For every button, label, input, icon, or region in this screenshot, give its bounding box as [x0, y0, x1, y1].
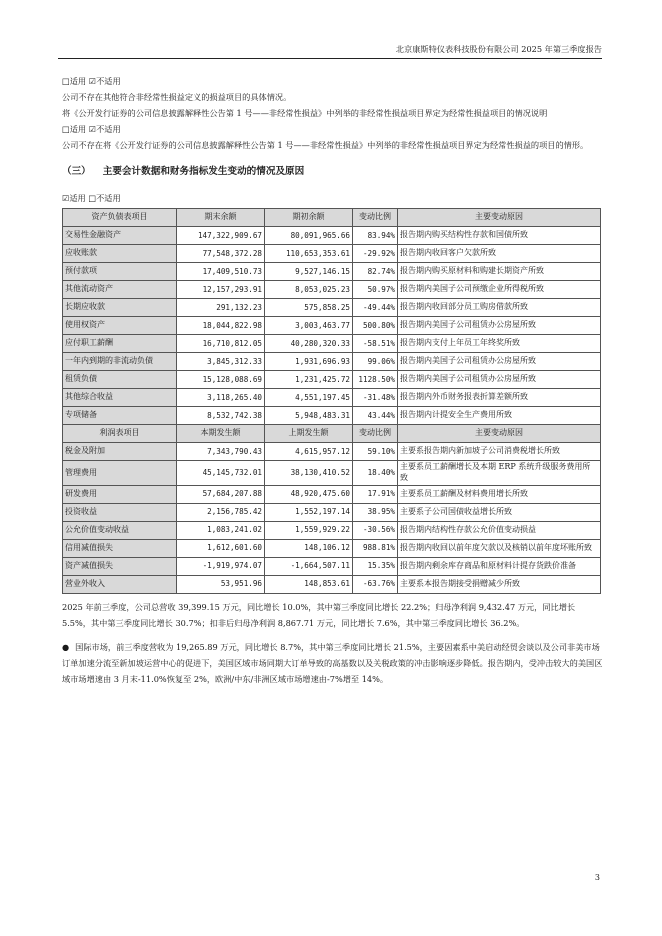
row-item-label: 其他综合收益 — [63, 389, 177, 407]
row-item-label: 投资收益 — [63, 503, 177, 521]
row-item-label: 预付款项 — [63, 263, 177, 281]
row-prior-value: 4,551,197.45 — [265, 389, 353, 407]
row-item-label: 信用减值损失 — [63, 539, 177, 557]
row-change-reason: 主要系员工薪酬增长及本期 ERP 系统升级服务费用所致 — [398, 461, 601, 486]
row-change-reason: 报告期内购买原材料和购建长期资产所致 — [398, 263, 601, 281]
row-current-value: 8,532,742.38 — [177, 407, 265, 425]
column-header: 上期发生额 — [265, 425, 353, 443]
column-header: 变动比例 — [353, 425, 398, 443]
checkbox-applicable: □适用 — [62, 123, 87, 134]
row-prior-value: 8,053,025.23 — [265, 281, 353, 299]
row-current-value: 147,322,909.67 — [177, 227, 265, 245]
document-body — [62, 76, 604, 688]
row-current-value: 291,132.23 — [177, 299, 265, 317]
checkbox-applicable: ☑适用 — [62, 193, 86, 204]
bullet-icon: ● — [62, 641, 70, 652]
paragraph-2: 将《公开发行证券的公司信息披露解释性公告第 1 号——非经常性损益》中列举的非经常性损益项目界定为经常性损益项目的情况说明 — [62, 107, 548, 118]
row-change-reason: 报告期内剩余库存商品和原材料计提存货跌价准备 — [398, 557, 601, 575]
row-item-label: 一年内到期的非流动负债 — [63, 353, 177, 371]
row-current-value: 2,156,785.42 — [177, 503, 265, 521]
applicability-check-3 — [62, 193, 604, 205]
row-current-value: 15,128,088.69 — [177, 371, 265, 389]
row-current-value: 1,083,241.02 — [177, 521, 265, 539]
column-header: 期初余额 — [265, 209, 353, 227]
table-row — [63, 353, 601, 371]
checkbox-applicable: □适用 — [62, 76, 87, 86]
row-prior-value: 1,231,425.72 — [265, 371, 353, 389]
row-change-ratio: 99.06% — [353, 353, 398, 371]
row-change-ratio: 43.44% — [353, 407, 398, 425]
row-prior-value: 1,552,197.14 — [265, 503, 353, 521]
row-change-ratio: 1128.50% — [353, 371, 398, 389]
row-prior-value: 4,615,957.12 — [265, 443, 353, 461]
row-change-reason: 报告期内美国子公司预缴企业所得税所致 — [398, 281, 601, 299]
section-title: 主要会计数据和财务指标发生变动的情况及原因 — [102, 166, 305, 178]
row-change-reason: 报告期内计提安全生产费用所致 — [398, 407, 601, 425]
row-item-label: 税金及附加 — [63, 443, 177, 461]
financial-change-table — [62, 208, 601, 594]
row-current-value: 1,612,601.60 — [177, 539, 265, 557]
table-row — [63, 245, 601, 263]
column-header: 主要变动原因 — [398, 209, 601, 227]
row-prior-value: 148,106.12 — [265, 539, 353, 557]
row-current-value: 17,409,510.73 — [177, 263, 265, 281]
row-current-value: 18,044,822.98 — [177, 317, 265, 335]
checkbox-not-applicable: ☑不适用 — [88, 123, 121, 134]
row-change-ratio: 988.81% — [353, 539, 398, 557]
row-change-reason: 报告期内美国子公司租赁办公房屋所致 — [398, 371, 601, 389]
column-header: 本期发生额 — [177, 425, 265, 443]
row-item-label: 公允价值变动收益 — [63, 521, 177, 539]
row-item-label: 长期应收款 — [63, 299, 177, 317]
row-current-value: 12,157,293.91 — [177, 281, 265, 299]
row-change-reason: 报告期内购买结构性存款和国债所致 — [398, 227, 601, 245]
row-item-label: 租赁负债 — [63, 371, 177, 389]
table-row — [63, 443, 601, 461]
row-prior-value: 9,527,146.15 — [265, 263, 353, 281]
row-change-ratio: 83.94% — [353, 227, 398, 245]
row-prior-value: 80,091,965.66 — [265, 227, 353, 245]
row-item-label: 应付职工薪酬 — [63, 335, 177, 353]
row-item-label: 管理费用 — [63, 461, 177, 486]
page-number: 3 — [594, 873, 600, 882]
row-item-label: 其他流动资产 — [63, 281, 177, 299]
page-header — [58, 44, 602, 59]
table-row — [63, 371, 601, 389]
row-item-label: 研发费用 — [63, 485, 177, 503]
income-statement-header-row — [63, 425, 601, 443]
row-current-value: 53,951.96 — [177, 575, 265, 593]
table-row — [63, 461, 601, 486]
row-prior-value: 5,948,483.31 — [265, 407, 353, 425]
row-change-reason: 主要系本报告期接受捐赠减少所致 — [398, 575, 601, 593]
bullet-paragraph — [62, 640, 604, 688]
column-header: 资产负债表项目 — [63, 209, 177, 227]
row-change-ratio: 18.40% — [353, 461, 398, 486]
section-number: （三） — [62, 166, 91, 178]
row-change-ratio: -58.51% — [353, 335, 398, 353]
section-heading — [62, 165, 604, 179]
header-title: 北京康斯特仪表科技股份有限公司 2025 年第三季度报告 — [395, 44, 602, 54]
row-prior-value: 3,003,463.77 — [265, 317, 353, 335]
row-change-reason: 报告期内收回以前年度欠款以及核销以前年度坏账所致 — [398, 539, 601, 557]
row-current-value: 7,343,790.43 — [177, 443, 265, 461]
row-prior-value: 1,931,696.93 — [265, 353, 353, 371]
applicability-check-1 — [62, 76, 604, 88]
row-change-ratio: 50.97% — [353, 281, 398, 299]
row-current-value: -1,919,974.07 — [177, 557, 265, 575]
row-item-label: 应收账款 — [63, 245, 177, 263]
row-change-reason: 报告期内美国子公司租赁办公房屋所致 — [398, 317, 601, 335]
row-change-ratio: 17.91% — [353, 485, 398, 503]
table-row — [63, 503, 601, 521]
paragraph-3: 公司不存在将《公开发行证券的公司信息披露解释性公告第 1 号——非经常性损益》中列举的非经常性损益项目界定为经常性损益的项目的情形。 — [62, 139, 589, 150]
column-header: 变动比例 — [353, 209, 398, 227]
row-change-ratio: 82.74% — [353, 263, 398, 281]
bullet-text: 国际市场，前三季度营收为 19,265.89 万元，同比增长 8.7%，其中第三季度同比增长 21.5%，主要因素系中美启动经贸会谈以及公司非美市场订单加速分流至新加坡运营中心的促进下，美国区域市场同期大订单导致的高基数以及关税政策的冲击影响逐步降低。报告期内，受冲击较大的美国区域市场增速由 3 月末-11.0%恢复至 2%，欧洲/中东/非洲区域市场增速由-7%增至 14%。 — [62, 641, 603, 684]
table-row — [63, 299, 601, 317]
row-change-ratio: -63.76% — [353, 575, 398, 593]
row-change-reason: 报告期内收回客户欠款所致 — [398, 245, 601, 263]
row-change-ratio: 500.80% — [353, 317, 398, 335]
row-current-value: 16,710,812.05 — [177, 335, 265, 353]
row-change-reason: 报告期内外币财务报表折算差额所致 — [398, 389, 601, 407]
row-prior-value: 40,280,320.33 — [265, 335, 353, 353]
table-row — [63, 407, 601, 425]
row-current-value: 3,118,265.40 — [177, 389, 265, 407]
row-change-ratio: -31.48% — [353, 389, 398, 407]
table-row — [63, 317, 601, 335]
row-change-reason: 主要系员工薪酬及材料费用增长所致 — [398, 485, 601, 503]
row-item-label: 交易性金融资产 — [63, 227, 177, 245]
row-prior-value: 148,853.61 — [265, 575, 353, 593]
table-row — [63, 227, 601, 245]
row-current-value: 77,548,372.28 — [177, 245, 265, 263]
row-change-reason: 报告期内收回部分员工购房借款所致 — [398, 299, 601, 317]
table-row — [63, 335, 601, 353]
row-item-label: 专项储备 — [63, 407, 177, 425]
row-prior-value: -1,664,507.11 — [265, 557, 353, 575]
row-change-ratio: -29.92% — [353, 245, 398, 263]
column-header: 利润表项目 — [63, 425, 177, 443]
table-row — [63, 539, 601, 557]
summary-paragraph: 2025 年前三季度，公司总营收 39,399.15 万元，同比增长 10.0%，其中第三季度同比增长 22.2%；归母净利润 9,432.47 万元，同比增长 5.5%，其中第三季度同比增长 30.7%；扣非后归母净利润 8,867.71 万元，同比增长 7.6%，其中第三季度同比增长 36.2%。 — [62, 601, 576, 628]
row-item-label: 营业外收入 — [63, 575, 177, 593]
table-row — [63, 263, 601, 281]
row-prior-value: 575,858.25 — [265, 299, 353, 317]
table-row — [63, 557, 601, 575]
row-change-ratio: -30.56% — [353, 521, 398, 539]
table-row — [63, 575, 601, 593]
column-header: 主要变动原因 — [398, 425, 601, 443]
row-change-reason: 报告期内结构性存款公允价值变动损益 — [398, 521, 601, 539]
row-change-reason: 报告期内支付上年员工年终奖所致 — [398, 335, 601, 353]
row-current-value: 3,845,312.33 — [177, 353, 265, 371]
paragraph-1: 公司不存在其他符合非经常性损益定义的损益项目的具体情况。 — [62, 91, 292, 102]
row-prior-value: 110,653,353.61 — [265, 245, 353, 263]
row-change-ratio: 59.10% — [353, 443, 398, 461]
checkbox-not-applicable: □不适用 — [88, 193, 121, 204]
row-change-ratio: 15.35% — [353, 557, 398, 575]
applicability-check-2 — [62, 124, 604, 136]
row-prior-value: 38,130,410.52 — [265, 461, 353, 486]
column-header: 期末余额 — [177, 209, 265, 227]
table-row — [63, 485, 601, 503]
row-change-ratio: 38.95% — [353, 503, 398, 521]
row-item-label: 资产减值损失 — [63, 557, 177, 575]
balance-sheet-header-row — [63, 209, 601, 227]
row-prior-value: 1,559,929.22 — [265, 521, 353, 539]
row-change-reason: 主要系报告期内新加坡子公司消费税增长所致 — [398, 443, 601, 461]
table-row — [63, 521, 601, 539]
row-change-ratio: -49.44% — [353, 299, 398, 317]
row-change-reason: 报告期内美国子公司租赁办公房屋所致 — [398, 353, 601, 371]
row-current-value: 57,684,207.88 — [177, 485, 265, 503]
checkbox-not-applicable: ☑不适用 — [88, 76, 121, 86]
row-change-reason: 主要系子公司国债收益增长所致 — [398, 503, 601, 521]
table-row — [63, 281, 601, 299]
table-row — [63, 389, 601, 407]
row-current-value: 45,145,732.01 — [177, 461, 265, 486]
row-prior-value: 48,920,475.60 — [265, 485, 353, 503]
row-item-label: 使用权资产 — [63, 317, 177, 335]
